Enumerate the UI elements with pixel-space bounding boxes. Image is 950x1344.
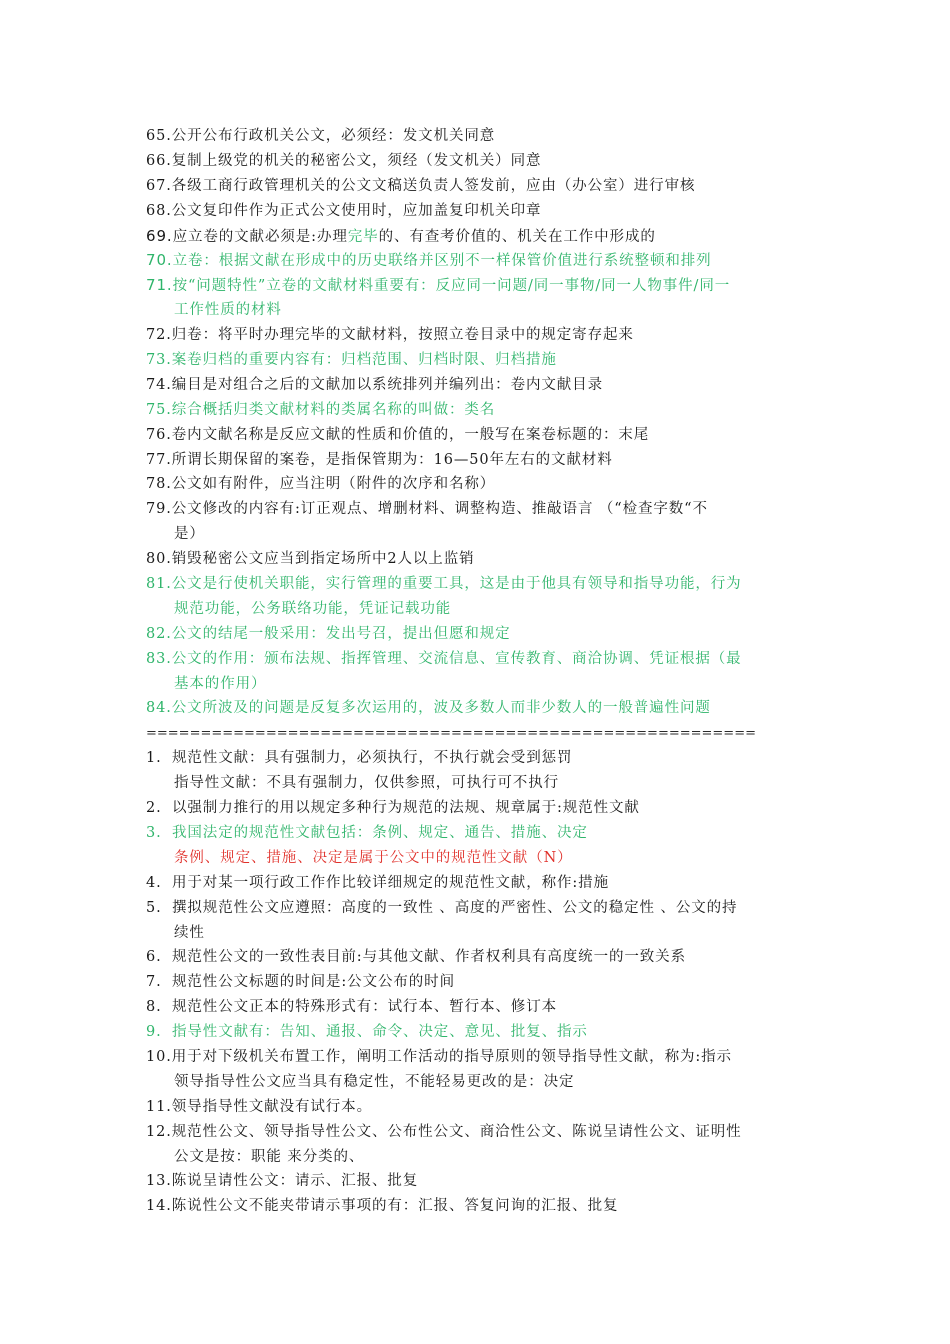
- item-number: 69.: [146, 226, 173, 245]
- item-number: 3.: [146, 824, 162, 841]
- item-text: 是）: [174, 526, 205, 543]
- item-text: 按“问题特性”立卷的文献材料重要有：反应同一问题/同一事物/同一人物事件/同一: [172, 278, 731, 295]
- item-text: 综合概括归类文献材料的类属名称的叫做：类名: [171, 401, 496, 418]
- item-number: 75.: [146, 401, 172, 418]
- list-item: [146, 224, 810, 249]
- item-text: 公文的结尾一般采用：发出号召，提出但愿和规定: [171, 625, 511, 642]
- list-item: [146, 746, 810, 771]
- list-item: [146, 970, 810, 995]
- list-item: [146, 696, 810, 721]
- list-item: [146, 647, 810, 672]
- list-item: [146, 398, 810, 423]
- item-number: 74.: [146, 376, 172, 393]
- list-item: [146, 896, 810, 921]
- item-number: 81.: [146, 576, 172, 593]
- list-item: [146, 945, 810, 970]
- list-item-continuation: [146, 298, 810, 323]
- item-text: 领导指导性公文应当具有稳定性，不能轻易更改的是：决定: [174, 1073, 575, 1090]
- item-text: 公文是行使机关职能，实行管理的重要工具，这是由于他具有领导和指导功能，行为: [171, 576, 742, 593]
- item-text: 用于对下级机关布置工作，阐明工作活动的指导原则的领导指导性文献，称为:指示: [171, 1048, 732, 1065]
- item-text: 编目是对组合之后的文献加以系统排列并编列出：卷内文献目录: [171, 376, 603, 393]
- item-text: 立卷：根据文献在形成中的历史联络并区别不一样保管价值进行系统整顿和排列: [172, 253, 712, 270]
- item-number: 77.: [146, 451, 172, 468]
- item-number: 1.: [146, 750, 162, 767]
- list-item: [146, 174, 810, 199]
- item-text: 规范性公文标题的时间是:公文公布的时间: [172, 974, 455, 991]
- list-item: [146, 1045, 810, 1070]
- list-item: [146, 248, 810, 273]
- list-item-continuation: [146, 771, 810, 796]
- item-number: 11.: [146, 1098, 172, 1115]
- item-number: 82.: [146, 625, 172, 642]
- item-text: 基本的作用）: [174, 675, 267, 692]
- item-number: 70.: [146, 251, 173, 270]
- item-text: 复制上级党的机关的秘密公文，须经（发文机关）同意: [171, 152, 542, 169]
- item-text: 我国法定的规范性文献包括：条例、规定、通告、措施、决定: [172, 824, 588, 841]
- list-item: [146, 497, 810, 522]
- item-text: 工作性质的材料: [174, 302, 282, 319]
- item-text: 所谓长期保留的案卷，是指保管期为：16—50年左右的文献材料: [171, 451, 613, 468]
- list-item-continuation: [146, 1070, 810, 1095]
- item-number: 83.: [146, 650, 172, 667]
- list-item: [146, 348, 810, 373]
- item-text: 卷内文献名称是反应文献的性质和价值的，一般写在案卷标题的：末尾: [171, 426, 650, 443]
- list-item-continuation: [146, 522, 810, 547]
- list-item: [146, 572, 810, 597]
- document-body: [146, 124, 810, 1219]
- item-number: 65.: [146, 128, 172, 144]
- item-text: 规范性公文正本的特殊形式有：试行本、暂行本、修订本: [172, 999, 557, 1016]
- separator-text: ========================================================: [146, 726, 756, 742]
- item-number: 78.: [146, 476, 172, 493]
- list-item: [146, 821, 810, 846]
- list-item: [146, 1169, 810, 1194]
- item-number: 72.: [146, 327, 172, 344]
- item-number: 67.: [146, 177, 172, 194]
- item-number: 6.: [146, 949, 162, 966]
- list-item-continuation: [146, 846, 810, 871]
- list-item-continuation: [146, 1145, 810, 1170]
- list-item: [146, 547, 810, 572]
- item-number: 14.: [146, 1198, 172, 1215]
- item-text: 公文复印件作为正式公文使用时，应加盖复印机关印章: [171, 202, 542, 219]
- list-item: [146, 448, 810, 473]
- item-text: 公文修改的内容有:订正观点、增删材料、调整构造、推敲语言 （“检查字数“不: [171, 501, 708, 518]
- list-item: [146, 622, 810, 647]
- item-number: 73.: [146, 352, 172, 369]
- item-number: 71.: [146, 276, 173, 295]
- item-text: 应立卷的文献必须是:办理: [172, 228, 348, 245]
- item-text: 规范性文献：具有强制力，必须执行，不执行就会受到惩罚: [172, 750, 573, 767]
- item-text: 规范功能，公务联络功能，凭证记载功能: [174, 600, 452, 617]
- item-number: 4.: [146, 874, 162, 891]
- item-number: 7.: [146, 974, 162, 991]
- list-item: [146, 149, 810, 174]
- list-item: [146, 871, 810, 896]
- list-item-continuation: [146, 672, 810, 697]
- item-text: 公文所波及的问题是反复多次运用的，波及多数人而非少数人的一般普遍性问题: [171, 700, 711, 717]
- item-text: 陈说呈请性公文：请示、汇报、批复: [171, 1173, 419, 1190]
- item-text-highlight: 完毕: [347, 228, 379, 245]
- item-text: 续性: [174, 924, 205, 941]
- item-text: 撰拟规范性公文应遵照：高度的一致性 、高度的严密性、公文的稳定性 、公文的持: [172, 899, 738, 916]
- list-item: [146, 323, 810, 348]
- list-item-continuation: [146, 921, 810, 946]
- item-number: 79.: [146, 501, 172, 518]
- item-text: 公文的作用：颁布法规、指挥管理、交流信息、宣传教育、商洽协调、凭证根据（最: [171, 650, 742, 667]
- item-number: 12.: [146, 1123, 172, 1140]
- item-number: 80.: [146, 551, 172, 568]
- item-number: 5.: [146, 899, 162, 916]
- list-item: [146, 199, 810, 224]
- list-item: [146, 124, 810, 149]
- item-number: 9.: [146, 1024, 162, 1041]
- item-text: 归卷：将平时办理完毕的文献材料，按照立卷目录中的规定寄存起来: [171, 327, 634, 344]
- list-item: [146, 472, 810, 497]
- list-item: [146, 995, 810, 1020]
- list-item-continuation: [146, 597, 810, 622]
- separator-line: [146, 721, 810, 746]
- item-text: 规范性公文的一致性表目前:与其他文献、作者权利具有高度统一的一致关系: [172, 949, 686, 966]
- item-number: 66.: [146, 152, 172, 169]
- item-text: 公开公布行政机关公文，必须经：发文机关同意: [171, 128, 496, 144]
- item-number: 68.: [146, 202, 172, 219]
- item-text: 指导性文献：不具有强制力，仅供参照，可执行可不执行: [174, 775, 559, 792]
- item-text: 案卷归档的重要内容有：归档范围、归档时限、归档措施: [171, 352, 557, 369]
- item-number: 76.: [146, 426, 172, 443]
- list-item: [146, 1120, 810, 1145]
- list-item: [146, 1095, 810, 1120]
- item-text: 各级工商行政管理机关的公文文稿送负责人签发前，应由（办公室）进行审核: [171, 177, 696, 194]
- item-number: 84.: [146, 700, 172, 717]
- item-number: 10.: [146, 1048, 172, 1065]
- item-text: 规范性公文、领导指导性公文、公布性公文、商洽性公文、陈说呈请性公文、证明性: [171, 1123, 742, 1140]
- item-text: 销毁秘密公文应当到指定场所中2人以上监销: [171, 551, 475, 568]
- item-text: 指导性文献有：告知、通报、命令、决定、意见、批复、指示: [172, 1024, 588, 1041]
- item-number: 8.: [146, 999, 162, 1016]
- item-number: 13.: [146, 1173, 172, 1190]
- list-item: [146, 423, 810, 448]
- item-text: 陈说性公文不能夹带请示事项的有：汇报、答复问询的汇报、批复: [171, 1198, 619, 1215]
- item-text: 公文如有附件，应当注明（附件的次序和名称）: [171, 476, 496, 493]
- list-item: [146, 1020, 810, 1045]
- list-item: [146, 273, 810, 298]
- list-item: [146, 796, 810, 821]
- item-text: 用于对某一项行政工作作比较详细规定的规范性文献，称作:措施: [172, 874, 609, 891]
- item-text: 公文是按：职能 来分类的、: [174, 1148, 365, 1165]
- item-number: 2.: [146, 800, 162, 817]
- item-text-tail: 的、有查考价值的、机关在工作中形成的: [378, 228, 656, 245]
- item-text: 以强制力推行的用以规定多种行为规范的法规、规章属于:规范性文献: [172, 800, 640, 817]
- item-text: 领导指导性文献没有试行本。: [171, 1098, 372, 1115]
- list-item: [146, 1194, 810, 1219]
- item-text: 条例、规定、措施、决定是属于公文中的规范性文献（N）: [174, 849, 573, 866]
- list-item: [146, 373, 810, 398]
